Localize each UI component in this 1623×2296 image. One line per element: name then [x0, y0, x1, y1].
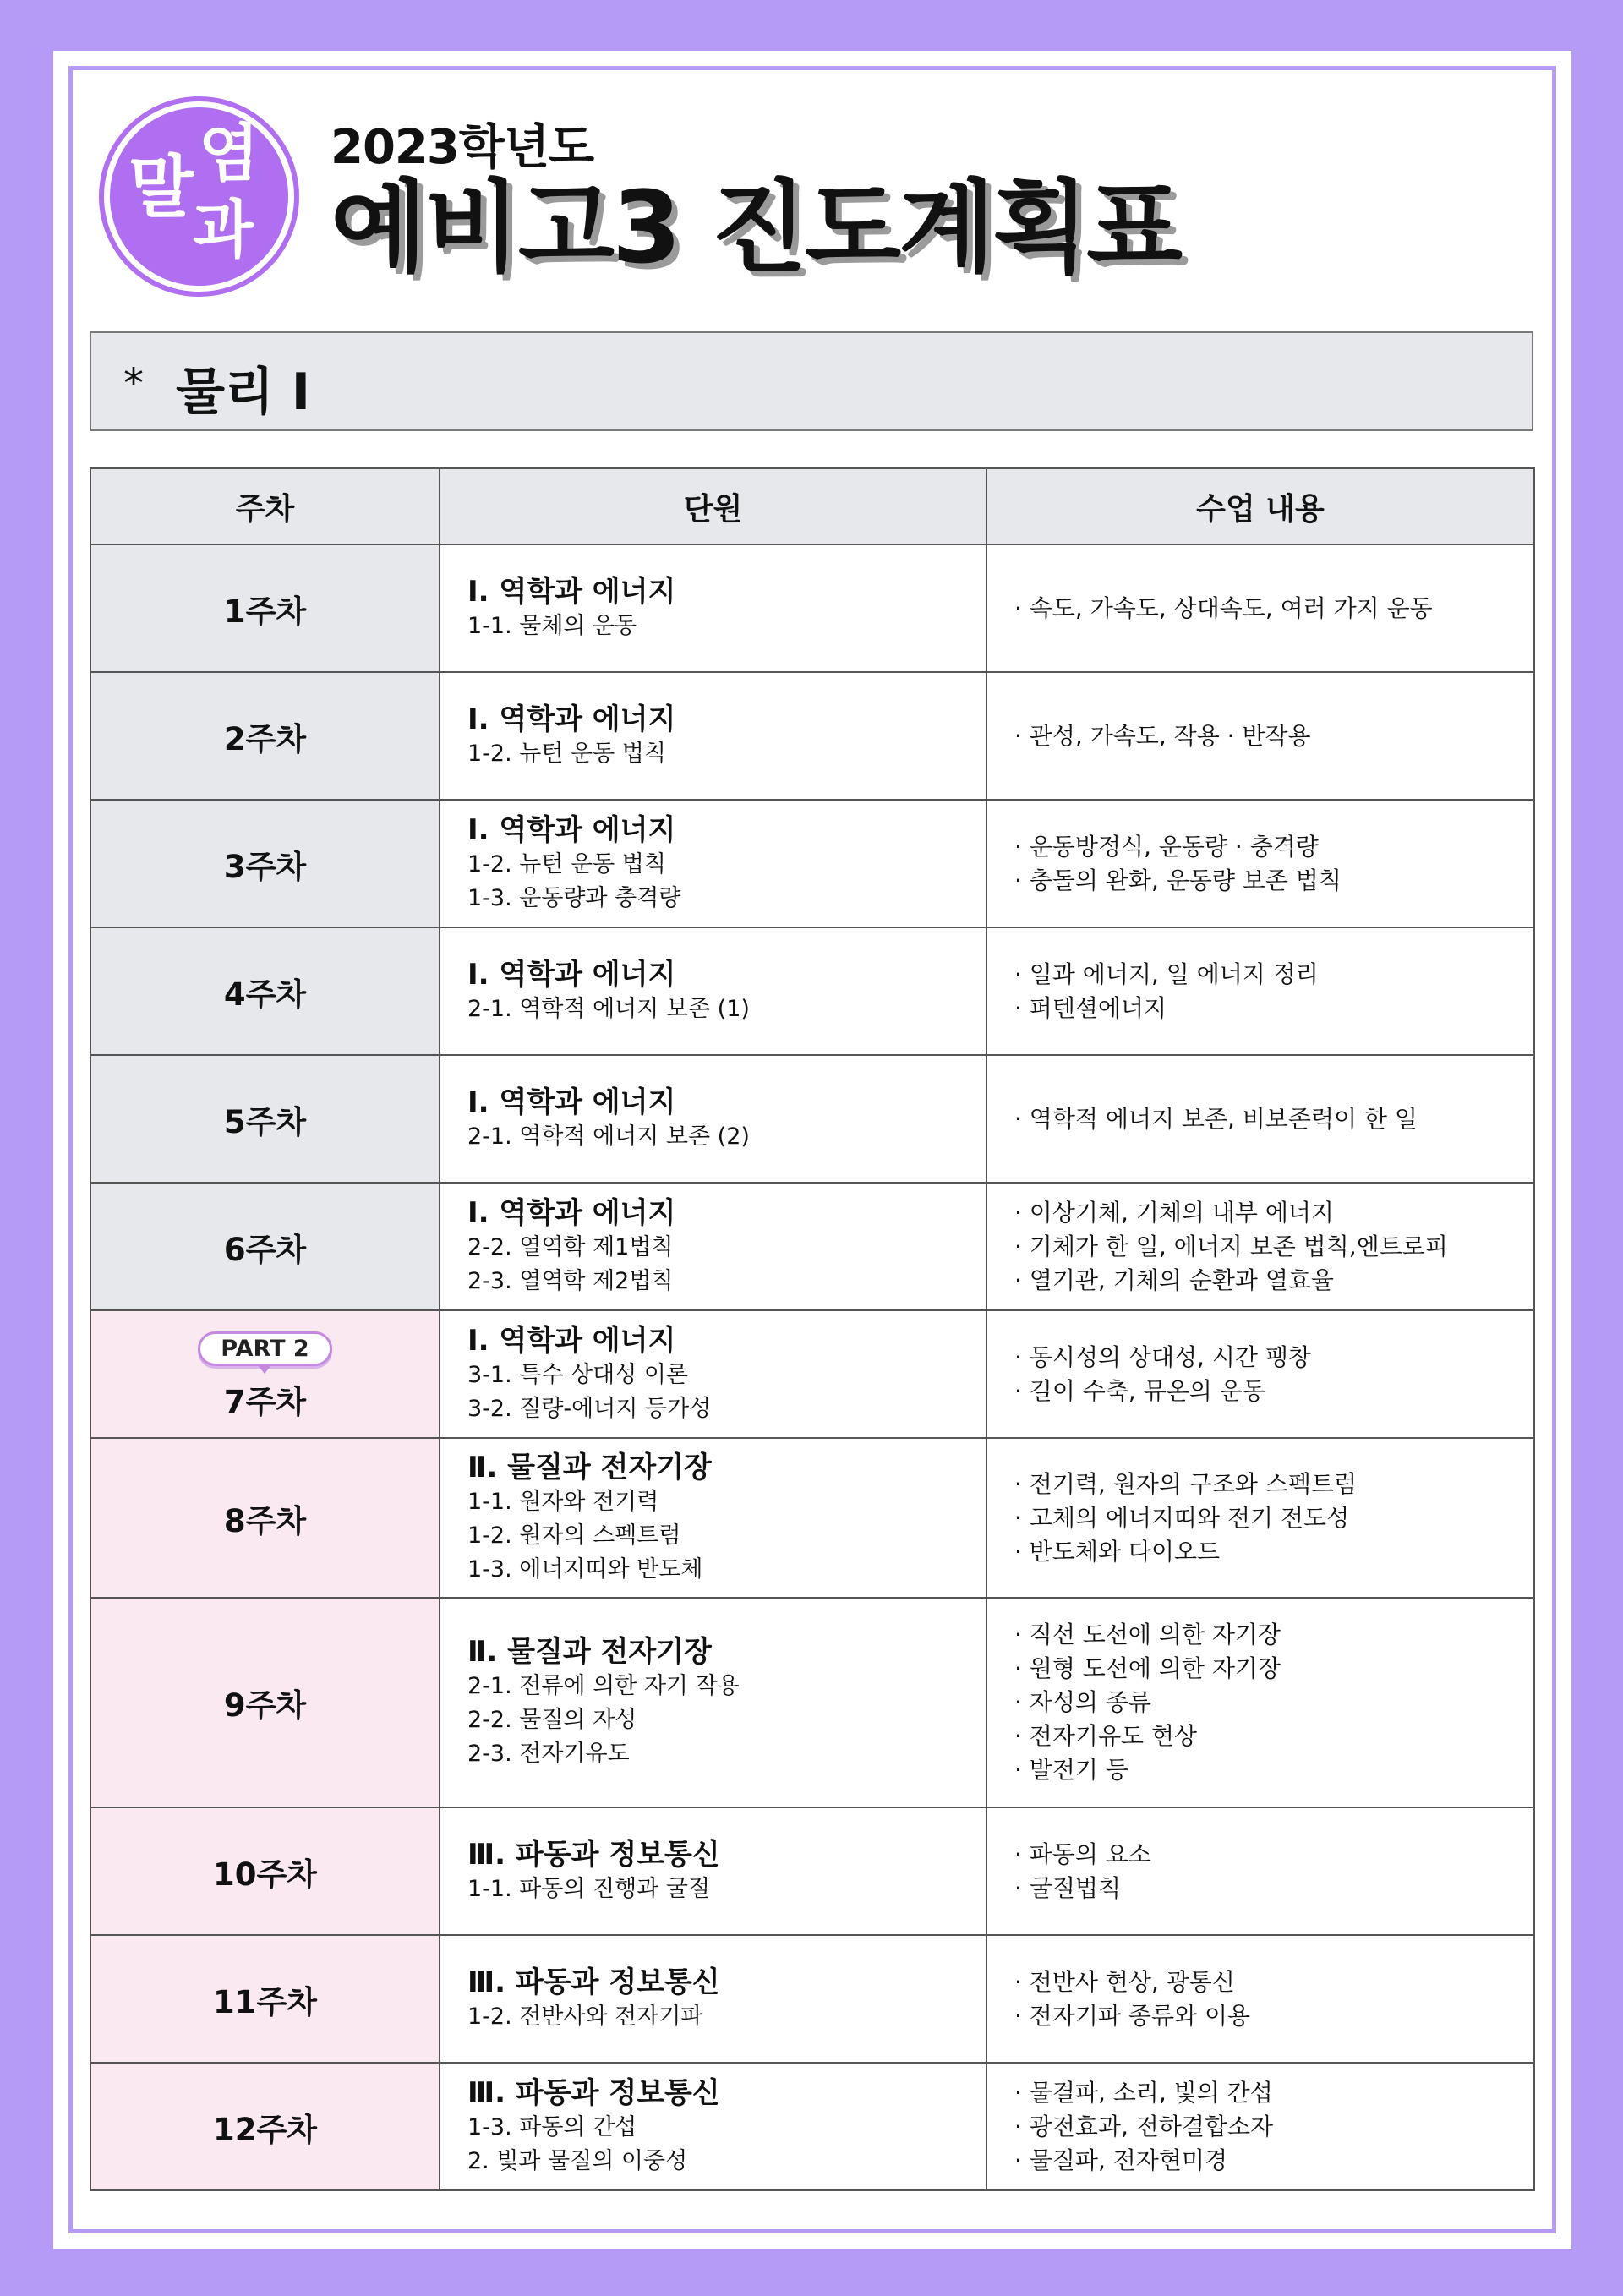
week-label: 1주차 — [223, 593, 307, 630]
unit-subsection: 2-1. 전류에 의한 자기 작용 — [467, 1673, 740, 1699]
content-item: · 물결파, 소리, 빛의 간섭 — [1014, 2078, 1273, 2107]
table-row — [90, 1183, 1534, 1310]
week-label: 8주차 — [223, 1502, 307, 1539]
week-cell — [90, 927, 440, 1055]
content-cell — [986, 2063, 1534, 2190]
unit-subsection: 2-3. 열역학 제2법칙 — [467, 1267, 674, 1294]
content-item: · 발전기 등 — [1014, 1756, 1128, 1784]
unit-title: Ⅲ. 파동과 정보통신 — [467, 2075, 720, 2110]
logo-char: 말 — [128, 148, 194, 227]
table-row — [90, 1935, 1534, 2063]
content-item: · 광전효과, 전하결합소자 — [1014, 2112, 1274, 2140]
content-item: · 자성의 종류 — [1014, 1688, 1151, 1716]
week-cell — [90, 1807, 440, 1935]
header-week: 주차 — [90, 468, 440, 544]
unit-subsection: 2. 빛과 물질의 이중성 — [467, 2147, 688, 2174]
table-header-row — [90, 468, 1534, 544]
content-item: · 물질파, 전자현미경 — [1014, 2146, 1227, 2174]
week-cell — [90, 1310, 440, 1438]
content-cell — [986, 672, 1534, 800]
page-sheet — [53, 51, 1571, 2249]
week-label: 5주차 — [223, 1103, 307, 1140]
logo-char: 염 — [199, 118, 260, 190]
week-cell — [90, 1935, 440, 2063]
content-cell — [986, 800, 1534, 927]
table-row — [90, 927, 1534, 1055]
unit-subsection: 1-2. 뉴턴 운동 법칙 — [467, 850, 666, 877]
table-row — [90, 1310, 1534, 1438]
week-label: 7주차 — [223, 1383, 307, 1420]
unit-subsection: 3-1. 특수 상대성 이론 — [467, 1361, 689, 1388]
unit-subsection: 2-1. 역학적 에너지 보존 (2) — [467, 1123, 750, 1150]
unit-subsection: 2-2. 물질의 자성 — [467, 1707, 637, 1733]
week-label: 11주차 — [213, 1983, 317, 2020]
unit-subsection: 1-3. 에너지띠와 반도체 — [467, 1555, 703, 1583]
content-cell — [986, 544, 1534, 672]
unit-title: Ⅱ. 물질과 전자기장 — [467, 1450, 712, 1484]
week-label: 10주차 — [213, 1856, 317, 1893]
unit-title: Ⅰ. 역학과 에너지 — [467, 812, 676, 847]
unit-cell — [440, 2063, 986, 2190]
schedule-table — [90, 467, 1535, 2191]
header-unit: 단원 — [440, 468, 986, 544]
week-cell — [90, 800, 440, 927]
table-row — [90, 1055, 1534, 1183]
brand-logo — [104, 101, 294, 292]
week-label: 2주차 — [223, 720, 307, 757]
week-label: 3주차 — [223, 848, 307, 885]
unit-cell — [440, 800, 986, 927]
unit-cell — [440, 1310, 986, 1438]
content-item: · 일과 에너지, 일 에너지 정리 — [1014, 959, 1319, 988]
week-cell — [90, 1598, 440, 1807]
content-item: · 관성, 가속도, 작용 · 반작용 — [1014, 721, 1311, 750]
week-label: 6주차 — [223, 1231, 307, 1268]
unit-cell — [440, 1807, 986, 1935]
unit-subsection: 2-1. 역학적 에너지 보존 (1) — [467, 995, 750, 1022]
content-item: · 고체의 에너지띠와 전기 전도성 — [1014, 1503, 1350, 1532]
week-cell — [90, 544, 440, 672]
content-cell — [986, 927, 1534, 1055]
unit-cell — [440, 927, 986, 1055]
unit-subsection: 1-1. 물체의 운동 — [467, 612, 637, 639]
unit-title: Ⅰ. 역학과 에너지 — [467, 957, 676, 992]
school-year: 2023학년도 — [331, 120, 594, 175]
content-item: · 굴절법칙 — [1014, 1873, 1121, 1902]
unit-title: Ⅰ. 역학과 에너지 — [467, 702, 676, 736]
unit-cell — [440, 1055, 986, 1183]
content-item: · 이상기체, 기체의 내부 에너지 — [1014, 1198, 1334, 1227]
unit-subsection: 2-3. 전자기유도 — [467, 1741, 630, 1767]
content-item: · 동시성의 상대성, 시간 팽창 — [1014, 1342, 1311, 1371]
week-label: 4주차 — [223, 976, 307, 1013]
content-item: · 기체가 한 일, 에너지 보존 법칙,엔트로피 — [1014, 1232, 1448, 1260]
content-item: · 역학적 에너지 보존, 비보존력이 한 일 — [1014, 1104, 1418, 1133]
content-item: · 열기관, 기체의 순환과 열효율 — [1014, 1266, 1334, 1294]
unit-subsection: 1-3. 파동의 간섭 — [467, 2113, 637, 2140]
content-item: · 전기력, 원자의 구조와 스펙트럼 — [1014, 1469, 1358, 1498]
unit-cell — [440, 672, 986, 800]
header-content: 수업 내용 — [986, 468, 1534, 544]
content-cell — [986, 1598, 1534, 1807]
content-item: · 운동방정식, 운동량 · 충격량 — [1014, 832, 1319, 861]
content-cell — [986, 1935, 1534, 2063]
unit-subsection: 1-3. 운동량과 충격량 — [467, 884, 681, 911]
table-row — [90, 1438, 1534, 1598]
week-label: 9주차 — [223, 1687, 307, 1724]
logo-char: 과 — [193, 194, 254, 266]
page-title: 예비고3 진도계획표 — [331, 169, 1181, 286]
content-cell — [986, 1807, 1534, 1935]
unit-subsection: 3-2. 질량-에너지 등가성 — [467, 1395, 712, 1422]
content-item: · 길이 수축, 뮤온의 운동 — [1014, 1376, 1265, 1405]
unit-title: Ⅰ. 역학과 에너지 — [467, 1085, 676, 1119]
unit-subsection: 1-2. 전반사와 전자기파 — [467, 2003, 703, 2030]
table-row — [90, 800, 1534, 927]
content-item: · 속도, 가속도, 상대속도, 여러 가지 운동 — [1014, 593, 1433, 622]
content-item: · 직선 도선에 의한 자기장 — [1014, 1621, 1281, 1648]
week-cell — [90, 1055, 440, 1183]
unit-cell — [440, 1935, 986, 2063]
content-item: · 원형 도선에 의한 자기장 — [1014, 1654, 1281, 1682]
unit-cell — [440, 1438, 986, 1598]
subject-name: 물리 Ⅰ — [176, 363, 311, 422]
unit-cell — [440, 1183, 986, 1310]
content-cell — [986, 1438, 1534, 1598]
table-row — [90, 2063, 1534, 2190]
unit-subsection: 1-2. 뉴턴 운동 법칙 — [467, 740, 666, 767]
week-cell — [90, 672, 440, 800]
week-label: 12주차 — [213, 2111, 317, 2148]
content-item: · 전반사 현상, 광통신 — [1014, 1967, 1235, 1996]
content-item: · 퍼텐셜에너지 — [1014, 993, 1167, 1022]
unit-subsection: 1-1. 파동의 진행과 굴절 — [467, 1875, 711, 1902]
asterisk-icon: * — [123, 360, 144, 407]
table-row — [90, 1807, 1534, 1935]
content-item: · 전자기유도 현상 — [1014, 1722, 1198, 1750]
unit-subsection: 1-1. 원자와 전기력 — [467, 1488, 659, 1515]
unit-title: Ⅲ. 파동과 정보통신 — [467, 1965, 720, 1999]
week-cell — [90, 1438, 440, 1598]
unit-subsection: 1-2. 원자의 스펙트럼 — [467, 1522, 681, 1549]
table-row — [90, 1598, 1534, 1807]
unit-title: Ⅲ. 파동과 정보통신 — [467, 1837, 720, 1872]
week-cell — [90, 2063, 440, 2190]
content-item: · 반도체와 다이오드 — [1014, 1537, 1221, 1566]
table-row — [90, 544, 1534, 672]
table-row — [90, 672, 1534, 800]
unit-subsection: 2-2. 열역학 제1법칙 — [467, 1233, 674, 1260]
unit-cell — [440, 1598, 986, 1807]
content-cell — [986, 1055, 1534, 1183]
content-cell — [986, 1310, 1534, 1438]
unit-title: Ⅰ. 역학과 에너지 — [467, 1195, 676, 1230]
week-cell — [90, 1183, 440, 1310]
content-cell — [986, 1183, 1534, 1310]
content-item: · 충돌의 완화, 운동량 보존 법칙 — [1014, 866, 1342, 894]
content-item: · 파동의 요소 — [1014, 1840, 1151, 1868]
unit-cell — [440, 544, 986, 672]
unit-title: Ⅱ. 물질과 전자기장 — [467, 1635, 712, 1669]
part-badge: PART 2 — [198, 1331, 331, 1366]
unit-title: Ⅰ. 역학과 에너지 — [467, 1323, 676, 1358]
unit-title: Ⅰ. 역학과 에너지 — [467, 574, 676, 609]
content-item: · 전자기파 종류와 이용 — [1014, 2001, 1251, 2030]
subject-banner — [90, 331, 1533, 431]
